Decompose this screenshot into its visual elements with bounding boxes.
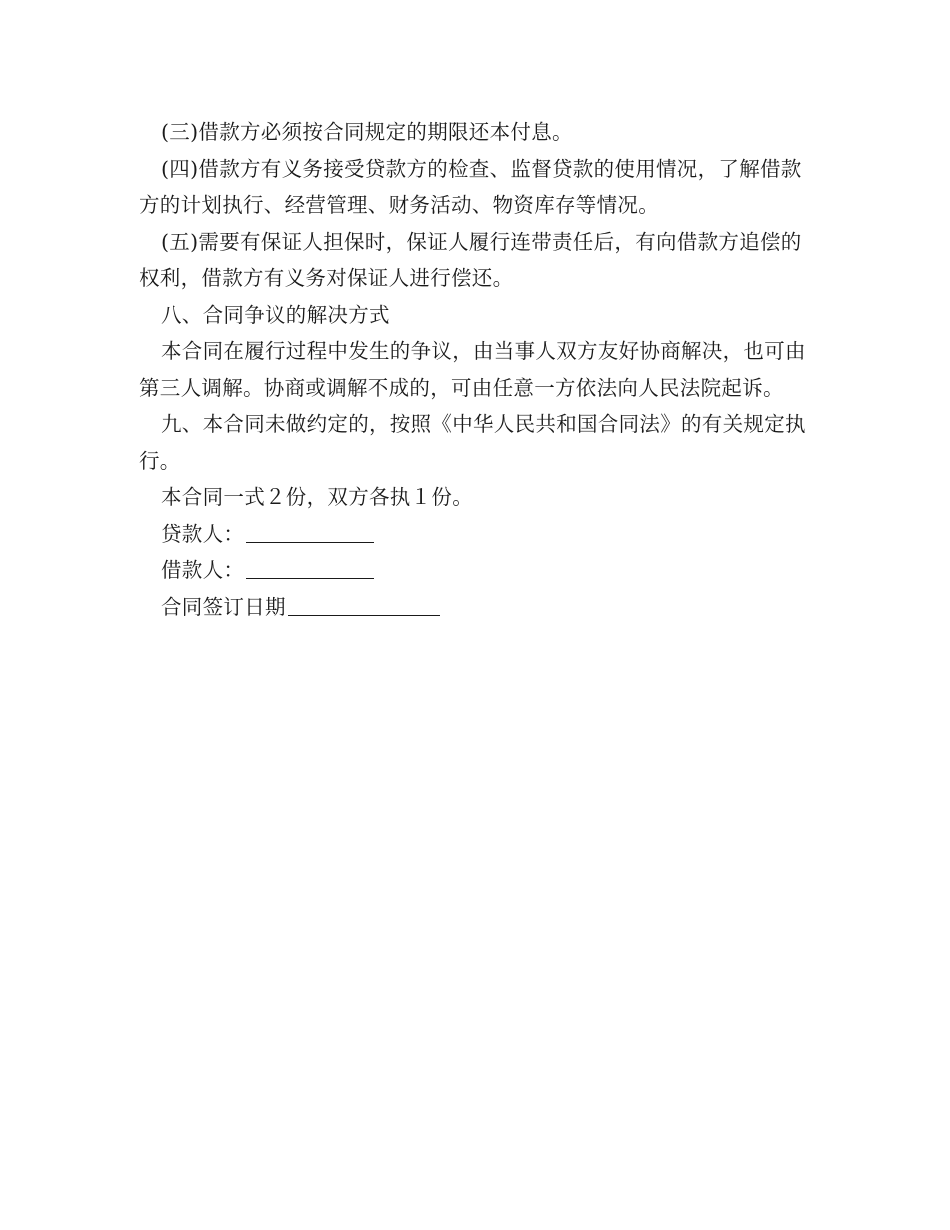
clause-4-inspection: (四)借款方有义务接受贷款方的检查、监督贷款的使用情况，了解借款方的计划执行、经营管理、财务活动、物资库存等情况。 (139, 156, 802, 217)
lender-signature-blank (246, 541, 374, 543)
section-8-body: 本合同在履行过程中发生的争议，由当事人双方友好协商解决，也可由第三人调解。协商或调解不成的，可由任意一方依法向人民法院起诉。 (139, 339, 806, 400)
borrower-signature-blank (246, 577, 374, 579)
copies-statement: 本合同一式２份，双方各执１份。 (161, 485, 473, 509)
signing-date-label: 合同签订日期 (161, 594, 286, 619)
lender-label: 贷款人： (161, 521, 245, 546)
document-body (139, 114, 819, 625)
borrower-label: 借款人： (161, 558, 245, 582)
section-9-text: 九、本合同未做约定的，按照《中华人民共和国合同法》的有关规定执行。 (139, 412, 806, 473)
signing-date-blank (288, 614, 440, 616)
signing-date-line (139, 589, 819, 626)
clause-3-repayment: (三)借款方必须按合同规定的期限还本付息。 (161, 120, 573, 144)
section-8-heading: 八、合同争议的解决方式 (161, 302, 390, 327)
lender-signature-line (139, 516, 819, 553)
clause-5-guarantor: (五)需要有保证人担保时，保证人履行连带责任后，有向借款方追偿的权利，借款方有义务对保证人进行偿还。 (139, 229, 802, 290)
borrower-signature-line (139, 552, 819, 589)
